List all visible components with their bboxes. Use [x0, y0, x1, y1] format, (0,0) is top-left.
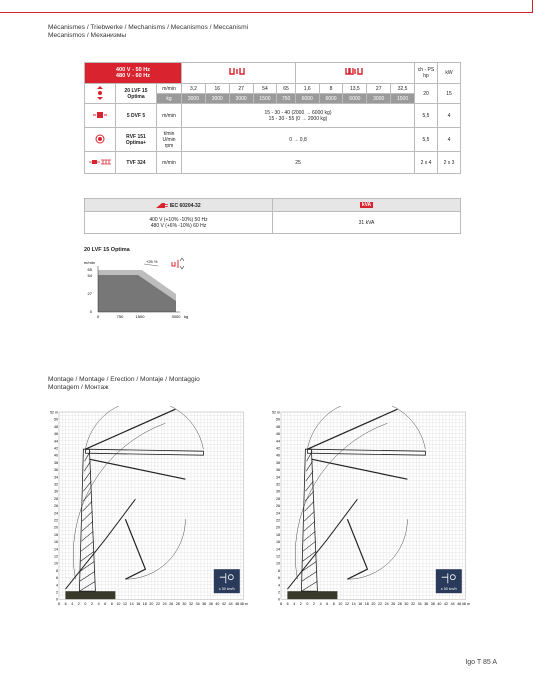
- x-axis-label: 6: [104, 602, 107, 607]
- slewing-unit-line3: rpm: [164, 142, 174, 149]
- curve-title: 20 LVF 15 Optima: [84, 247, 130, 253]
- y-axis-label: 40: [54, 453, 58, 458]
- x-axis-label: 0: [84, 602, 87, 607]
- x-axis-label: 14: [129, 602, 134, 607]
- y-axis-label: 2: [278, 590, 280, 595]
- slewing-unit-line2: U/min: [162, 136, 176, 143]
- y-axis-label: 32: [54, 482, 58, 487]
- supply-line2: 480 V (+6% -10%) 60 Hz: [150, 222, 207, 229]
- x-axis-label: 48 m: [461, 602, 470, 607]
- mechanisms-title-line2: Mecanismos / Механизмы: [48, 32, 127, 39]
- curve-y-tick: 0: [89, 309, 92, 314]
- y-axis-label: 18: [54, 532, 58, 537]
- x-axis-label: 16: [136, 602, 141, 607]
- x-axis-label: 38: [430, 602, 435, 607]
- erection-title-line2: Montagem / Монтаж: [48, 384, 109, 391]
- x-axis-label: 2: [299, 602, 302, 607]
- hoist-speed-4fall: 1,6: [295, 84, 319, 94]
- hoist-icon-cell: [85, 84, 116, 104]
- y-axis-label: 28: [54, 496, 58, 501]
- y-axis-label: 22: [54, 518, 58, 523]
- voltage-header: [85, 63, 182, 84]
- y-axis-label: 34: [54, 475, 58, 480]
- x-axis-label: 42: [444, 602, 448, 607]
- x-axis-label: 40: [215, 602, 220, 607]
- x-axis-label: 34: [195, 602, 200, 607]
- page-footer: Igo T 85 A: [465, 659, 497, 666]
- x-axis-label: 0: [306, 602, 309, 607]
- voltage-line1: 400 V - 50 Hz: [115, 67, 151, 73]
- slewing-icon-cell: [85, 128, 116, 152]
- hoist-speed-2fall: 65: [277, 84, 295, 94]
- x-axis-label: 12: [345, 602, 349, 607]
- x-axis-label: 26: [391, 602, 396, 607]
- voltage-line2: 480 V - 60 Hz: [115, 73, 151, 79]
- x-axis-label: 10: [338, 602, 343, 607]
- trolley-value: [182, 104, 415, 128]
- hoist-load-2fall: 1500: [253, 94, 277, 104]
- hoist-speed-4fall: 27: [367, 84, 391, 94]
- hoist-unit-speed: m/min: [157, 84, 182, 94]
- hook-2-fall-icon: [228, 67, 248, 77]
- y-axis-label: 8: [278, 568, 280, 573]
- slewing-name-line1: RVF 151: [126, 133, 146, 140]
- x-axis-label: 32: [411, 602, 415, 607]
- hoist-load-4fall: 3000: [367, 94, 391, 104]
- hoist-speed-2fall: 3,2: [182, 84, 206, 94]
- hoist-load-4fall: 6000: [295, 94, 319, 104]
- hook-up-down-icon: [172, 258, 184, 269]
- col-chps-header: ch - PS hp: [415, 63, 438, 84]
- hoist-load-2fall: 3000: [229, 94, 253, 104]
- y-axis-label: 50: [276, 417, 280, 422]
- x-axis-label: 8: [280, 602, 282, 607]
- y-axis-label: 52 m: [50, 410, 58, 415]
- y-axis-label: 6: [56, 576, 58, 581]
- y-axis-label: 52 m: [272, 410, 280, 415]
- y-axis-label: 38: [54, 460, 58, 465]
- hoist-speed-4fall: 32,5: [391, 84, 415, 94]
- slewing-unit: [157, 128, 182, 152]
- hoist-load-2fall: 750: [277, 94, 295, 104]
- y-axis-label: 46: [54, 432, 58, 437]
- hoist-load-4fall: 6000: [319, 94, 343, 104]
- slewing-unit-line1: t/min: [163, 130, 175, 137]
- supply-cell: [85, 212, 273, 234]
- travel-value: 25: [182, 152, 415, 174]
- x-axis-label: 8: [110, 602, 113, 607]
- curve-x-tick: 1500: [135, 314, 145, 319]
- slewing-value: 0 → 0,8: [182, 128, 415, 152]
- erection-diagram-right: [268, 406, 504, 612]
- curve-y-unit: m/min: [84, 260, 95, 265]
- x-axis-label: 4: [293, 602, 296, 607]
- x-axis-label: 2: [91, 602, 93, 607]
- y-axis-label: 20: [276, 525, 280, 530]
- x-axis-label: 44: [450, 602, 455, 607]
- trolley-kw: 4: [438, 104, 461, 128]
- hoist-name-line1: 20 LVF 15: [124, 87, 148, 94]
- y-axis-label: 12: [54, 554, 58, 559]
- y-axis-label: 22: [276, 518, 280, 523]
- x-axis-label: 36: [424, 602, 429, 607]
- hoist-name: [116, 84, 157, 104]
- kva-badge: kVA: [361, 202, 372, 208]
- y-axis-label: 36: [54, 468, 58, 473]
- y-axis-label: 14: [276, 547, 280, 552]
- hoist-load-4fall: 1500: [391, 94, 415, 104]
- y-axis-label: 16: [276, 540, 280, 545]
- mechanisms-title: [48, 24, 248, 40]
- kva-value: 31 kVA: [273, 212, 461, 234]
- slewing-kw: 4: [438, 128, 461, 152]
- curve-badge: +25 %: [146, 259, 158, 264]
- x-axis-label: 30: [182, 602, 187, 607]
- trolley-icon: [93, 111, 107, 119]
- x-axis-label: 14: [351, 602, 356, 607]
- y-axis-label: 44: [54, 439, 58, 444]
- y-axis-label: 10: [54, 561, 58, 566]
- x-axis-label: 22: [378, 602, 382, 607]
- y-axis-label: 4: [278, 583, 280, 588]
- x-axis-label: 40: [437, 602, 442, 607]
- wind-limit-badge: [436, 569, 462, 593]
- curve-y-tick: 65: [87, 267, 92, 272]
- wind-limit-label: ≤ 50 km/h: [440, 587, 457, 592]
- x-axis-label: 34: [417, 602, 422, 607]
- iec-header: [85, 199, 273, 212]
- y-axis-label: 0: [278, 597, 280, 602]
- curve-y-tick: 27: [87, 291, 92, 296]
- x-axis-label: 12: [123, 602, 127, 607]
- hoist-unit-load: kg: [157, 94, 182, 104]
- mechanisms-title-line1: Mécanismes / Triebwerke / Mechanisms / Mecanismos / Meccanismi: [48, 24, 249, 31]
- slewing-name-line2: Optima+: [125, 139, 147, 146]
- trolley-value-line1: 15 - 30 - 40 (2000 → 6000 kg): [264, 109, 332, 116]
- y-axis-label: 14: [54, 547, 58, 552]
- trolley-unit: m/min: [157, 104, 182, 128]
- y-axis-label: 30: [276, 489, 280, 494]
- trolley-name: 5 DVF 5: [116, 104, 157, 128]
- x-axis-label: 30: [404, 602, 409, 607]
- y-axis-label: 44: [276, 439, 280, 444]
- x-axis-label: 18: [142, 602, 147, 607]
- x-axis-label: 22: [156, 602, 160, 607]
- travel-kw: 2 x 3: [438, 152, 461, 174]
- hoist-load-2fall: 3000: [182, 94, 206, 104]
- curve-x-tick: 750: [116, 314, 124, 319]
- curve-y-tick: 54: [87, 273, 92, 278]
- hoist-icon: [95, 86, 105, 100]
- hoist-load-2fall: 3000: [205, 94, 229, 104]
- travel-icon: [89, 158, 111, 166]
- y-axis-label: 6: [278, 576, 280, 581]
- x-axis-label: 38: [208, 602, 213, 607]
- y-axis-label: 2: [56, 590, 58, 595]
- x-axis-label: 2: [313, 602, 315, 607]
- x-axis-label: 46: [457, 602, 462, 607]
- x-axis-label: 28: [397, 602, 402, 607]
- y-axis-label: 46: [276, 432, 280, 437]
- top-red-frame: [0, 0, 533, 13]
- x-axis-label: 24: [384, 602, 389, 607]
- x-axis-label: 6: [64, 602, 67, 607]
- y-axis-label: 24: [54, 511, 58, 516]
- y-axis-label: 26: [276, 504, 280, 509]
- x-axis-label: 2: [77, 602, 80, 607]
- col-kw-header: kW: [438, 63, 461, 84]
- y-axis-label: 20: [54, 525, 58, 530]
- y-axis-label: 8: [56, 568, 58, 573]
- y-axis-label: 12: [276, 554, 280, 559]
- x-axis-label: 8: [58, 602, 60, 607]
- x-axis-label: 18: [364, 602, 369, 607]
- x-axis-label: 10: [116, 602, 121, 607]
- y-axis-label: 50: [54, 417, 58, 422]
- y-axis-label: 36: [276, 468, 280, 473]
- y-axis-label: 48: [54, 424, 58, 429]
- hoist-speed-2fall: 54: [253, 84, 277, 94]
- x-axis-label: 6: [286, 602, 289, 607]
- wind-limit-badge: [214, 569, 240, 593]
- y-axis-label: 10: [276, 561, 280, 566]
- hoist-name-line2: Optima: [127, 93, 145, 100]
- travel-icon-cell: [85, 152, 116, 174]
- y-axis-label: 38: [276, 460, 280, 465]
- travel-unit: m/min: [157, 152, 182, 174]
- y-axis-label: 26: [54, 504, 58, 509]
- hoist-speed-4fall: 13,5: [343, 84, 367, 94]
- trolley-value-line2: 15 - 30 - 55 (0 → 2000 kg): [268, 115, 328, 122]
- slewing-icon: [95, 134, 105, 144]
- slewing-name: [116, 128, 157, 152]
- x-axis-label: 8: [332, 602, 335, 607]
- kva-header: [273, 199, 461, 212]
- four-fall-icon-cell: [295, 63, 414, 84]
- x-axis-label: 4: [97, 602, 100, 607]
- x-axis-label: 42: [222, 602, 226, 607]
- x-axis-label: 24: [162, 602, 167, 607]
- wind-limit-label: ≤ 50 km/h: [218, 587, 235, 592]
- curve-x-unit: kg: [184, 314, 189, 319]
- x-axis-label: 44: [228, 602, 233, 607]
- curve-x-tick: 3000: [171, 314, 181, 319]
- mechanisms-table: [84, 62, 461, 174]
- erection-title-line1: Montage / Montage / Erection / Montaje / Montaggio: [48, 376, 200, 383]
- x-axis-label: 16: [358, 602, 363, 607]
- y-axis-label: 42: [276, 446, 280, 451]
- hook-4-fall-icon: [345, 67, 365, 77]
- y-axis-label: 16: [54, 540, 58, 545]
- x-axis-label: 4: [71, 602, 74, 607]
- hoist-curve: [84, 256, 194, 320]
- hoist-kw: 15: [438, 84, 461, 104]
- slewing-chps: 5,5: [415, 128, 438, 152]
- y-axis-label: 30: [54, 489, 58, 494]
- x-axis-label: 20: [371, 602, 376, 607]
- y-axis-label: 4: [56, 583, 58, 588]
- y-axis-label: 24: [276, 511, 280, 516]
- supply-line1: 400 V (+10% -10%) 50 Hz: [149, 216, 208, 223]
- erection-diagram-left: [46, 406, 270, 612]
- travel-chps: 2 x 4: [415, 152, 438, 174]
- x-axis-label: 32: [189, 602, 193, 607]
- x-axis-label: 48 m: [239, 602, 248, 607]
- x-axis-label: 6: [326, 602, 329, 607]
- hoist-load-4fall: 6000: [343, 94, 367, 104]
- erection-title: [48, 376, 200, 392]
- hoist-speed-2fall: 16: [205, 84, 229, 94]
- y-axis-label: 48: [276, 424, 280, 429]
- x-axis-label: 26: [169, 602, 174, 607]
- hoist-chps: 20: [415, 84, 438, 104]
- x-axis-label: 28: [175, 602, 180, 607]
- x-axis-label: 4: [319, 602, 322, 607]
- y-axis-label: 42: [54, 446, 58, 451]
- hoist-speed-4fall: 8: [319, 84, 343, 94]
- trolley-chps: 5,5: [415, 104, 438, 128]
- y-axis-label: 28: [276, 496, 280, 501]
- y-axis-label: 34: [276, 475, 280, 480]
- curve-x-tick: 0: [96, 314, 100, 319]
- y-axis-label: 32: [276, 482, 280, 487]
- iec-standard: IEC 60204-32: [169, 202, 201, 209]
- trolley-icon-cell: [85, 104, 116, 128]
- two-fall-icon-cell: [182, 63, 296, 84]
- x-axis-label: 46: [235, 602, 240, 607]
- y-axis-label: 0: [56, 597, 58, 602]
- plug-icon: [156, 202, 168, 209]
- electrical-table: [84, 198, 461, 234]
- x-axis-label: 20: [149, 602, 154, 607]
- y-axis-label: 40: [276, 453, 280, 458]
- curve-area-dark: [98, 275, 176, 312]
- x-axis-label: 36: [202, 602, 207, 607]
- hoist-speed-2fall: 27: [229, 84, 253, 94]
- y-axis-label: 18: [276, 532, 280, 537]
- travel-name: TVF 324: [116, 152, 157, 174]
